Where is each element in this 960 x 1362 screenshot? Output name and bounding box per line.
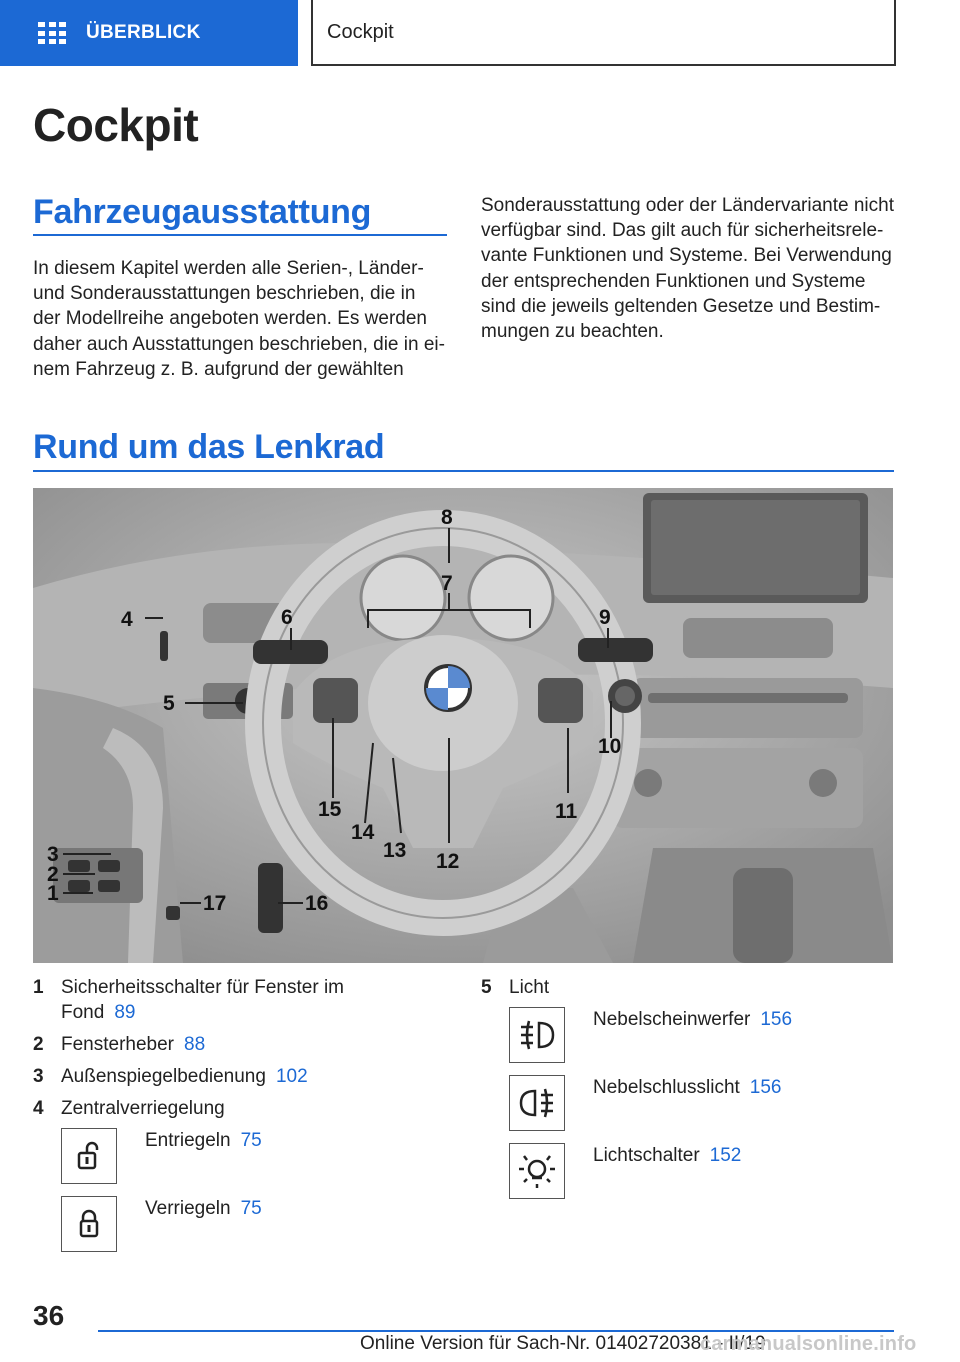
overview-tab[interactable] (0, 0, 298, 66)
section-tab-label: Cockpit (327, 20, 394, 43)
cockpit-illustration (33, 488, 893, 963)
light-switch-icon (509, 1143, 565, 1199)
callout-overlay (33, 488, 893, 963)
page-title: Cockpit (33, 99, 199, 151)
legend-number: 1 (33, 977, 44, 998)
legend-subitem-light-switch (593, 1145, 741, 1167)
text-line: verfügbar sind. Das gilt auch für sicherheitsrele- (481, 220, 884, 242)
legend-subitem-lock (145, 1198, 262, 1220)
legend-number: 5 (481, 977, 492, 998)
text-line: nem Fahrzeug z. B. aufgrund der gewählten (33, 358, 404, 380)
footer-rule (98, 1330, 894, 1332)
legend-subitem-front-fog (593, 1009, 792, 1031)
page-header (0, 0, 960, 66)
page-reference-link[interactable]: 88 (184, 1034, 206, 1055)
footer-online-version: Online Version für Sach-Nr. 01402720381 - II/19 (360, 1333, 766, 1354)
callout-4: 4 (121, 608, 133, 631)
legend-number: 3 (33, 1066, 44, 1087)
callout-5: 5 (163, 692, 175, 715)
section-heading-equipment: Fahrzeugausstattung (33, 193, 372, 231)
callout-8: 8 (441, 506, 453, 529)
callout-15: 15 (318, 798, 342, 821)
legend-item-4 (61, 1098, 225, 1120)
text-line: daher auch Ausstattungen beschrieben, die in ei- (33, 333, 445, 355)
overview-tab-label: ÜBERBLICK (86, 22, 201, 43)
section-tab[interactable] (311, 0, 896, 66)
legend-item-2 (61, 1034, 205, 1056)
callout-13: 13 (383, 839, 407, 862)
text-line: In diesem Kapitel werden alle Serien-, Länder- (33, 258, 424, 279)
section-rule-equipment (33, 234, 447, 236)
callout-14: 14 (351, 821, 375, 844)
section-rule-steering (33, 470, 894, 472)
legend-label: Nebelscheinwerfer (593, 1009, 751, 1030)
legend-label: Sicherheitsschalter für Fenster im (61, 977, 344, 998)
legend-subitem-rear-fog (593, 1077, 782, 1099)
callout-6: 6 (281, 606, 293, 629)
page-reference-link[interactable]: 102 (275, 1066, 308, 1087)
text-line: Sonderausstattung oder der Ländervariante nicht (481, 195, 894, 216)
callout-1: 1 (47, 882, 59, 905)
legend-label: Lichtschalter (593, 1145, 700, 1166)
page-number: 36 (33, 1300, 65, 1331)
page-reference-link[interactable]: 75 (240, 1198, 262, 1219)
callout-9: 9 (599, 606, 611, 629)
legend-item-3 (61, 1066, 308, 1088)
page-reference-link[interactable]: 156 (760, 1009, 793, 1030)
legend-label: Fond (61, 1002, 105, 1023)
callout-10: 10 (598, 735, 622, 758)
legend-label: Außenspiegelbedienung (61, 1066, 266, 1087)
callout-16: 16 (305, 892, 329, 915)
text-line: und Sonderausstattungen beschrieben, die in (33, 283, 416, 305)
equipment-paragraph-right (481, 193, 894, 344)
section-heading-steering: Rund um das Lenkrad (33, 428, 385, 466)
callout-17: 17 (203, 892, 227, 915)
text-line: sind die jeweils geltenden Gesetze und Bestim- (481, 295, 881, 317)
callout-2: 2 (47, 863, 59, 886)
legend-label: Entriegeln (145, 1130, 231, 1151)
lock-icon (61, 1196, 117, 1252)
legend-item-1 (61, 977, 344, 1024)
rear-fog-light-icon (509, 1075, 565, 1131)
text-line: der Modellreihe angeboten werden. Es werden (33, 308, 427, 330)
callout-3: 3 (47, 843, 59, 866)
legend-label: Zentralverriegelung (61, 1098, 225, 1119)
front-fog-light-icon (509, 1007, 565, 1063)
text-line: vante Funktionen und Systeme. Bei Verwendung (481, 245, 892, 267)
legend-number: 4 (33, 1098, 44, 1119)
legend-item-5 (509, 977, 549, 999)
watermark: carmanualsonline.info (700, 1333, 917, 1355)
legend-subitem-unlock (145, 1130, 262, 1152)
equipment-paragraph-left (33, 256, 445, 382)
callout-12: 12 (436, 850, 460, 873)
unlock-icon (61, 1128, 117, 1184)
legend-number: 2 (33, 1034, 44, 1055)
callout-7: 7 (441, 572, 453, 595)
page-reference-link[interactable]: 156 (749, 1077, 782, 1098)
legend-label: Nebelschlusslicht (593, 1077, 740, 1098)
callout-11: 11 (555, 800, 578, 823)
legend-label: Verriegeln (145, 1198, 231, 1219)
legend-label: Licht (509, 977, 550, 998)
page-reference-link[interactable]: 152 (709, 1145, 742, 1166)
text-line: mungen zu beachten. (481, 321, 664, 343)
legend-label: Fensterheber (61, 1034, 175, 1055)
page-reference-link[interactable]: 89 (114, 1002, 136, 1023)
text-line: der entsprechenden Funktionen und Systeme (481, 270, 866, 292)
grid-menu-icon (38, 22, 66, 44)
page-reference-link[interactable]: 75 (240, 1130, 262, 1151)
